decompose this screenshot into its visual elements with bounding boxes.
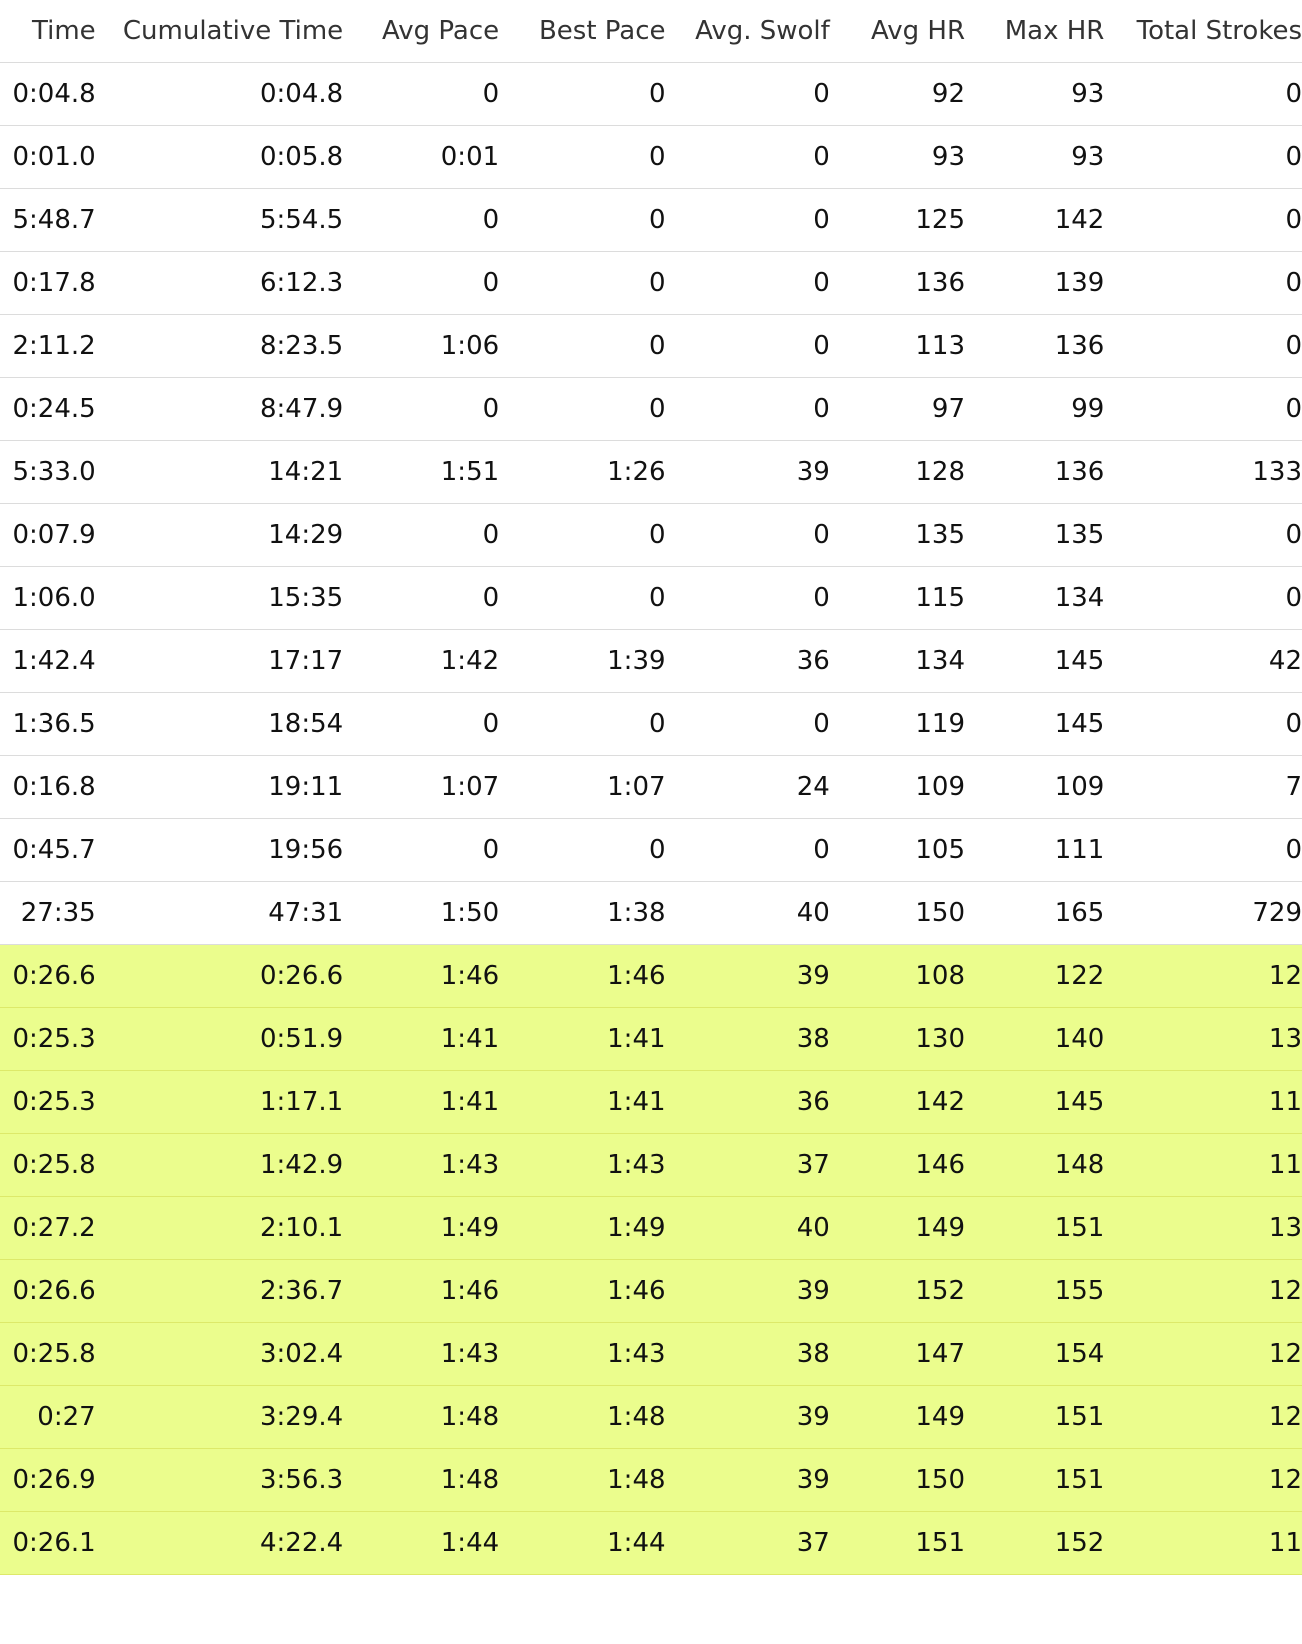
cell-avg-swolf: 0 xyxy=(666,504,830,567)
cell-time: 0:25.3 xyxy=(0,1008,96,1071)
cell-avg-swolf: 0 xyxy=(666,567,830,630)
cell-avg-hr: 150 xyxy=(830,882,965,945)
cell-total-strokes: 0 xyxy=(1104,252,1302,315)
cell-max-hr: 99 xyxy=(965,378,1104,441)
cell-cumulative-time: 1:42.9 xyxy=(96,1134,344,1197)
cell-max-hr: 142 xyxy=(965,189,1104,252)
cell-cumulative-time: 5:54.5 xyxy=(96,189,344,252)
cell-max-hr: 152 xyxy=(965,1512,1104,1575)
cell-avg-swolf: 39 xyxy=(666,1386,830,1449)
cell-time: 0:16.8 xyxy=(0,756,96,819)
cell-avg-pace: 1:48 xyxy=(343,1386,499,1449)
cell-total-strokes: 12 xyxy=(1104,1323,1302,1386)
cell-cumulative-time: 8:47.9 xyxy=(96,378,344,441)
cell-avg-swolf: 0 xyxy=(666,819,830,882)
table-row[interactable] xyxy=(0,315,1302,378)
cell-best-pace: 1:43 xyxy=(499,1323,665,1386)
cell-time: 0:17.8 xyxy=(0,252,96,315)
cell-avg-swolf: 39 xyxy=(666,441,830,504)
cell-cumulative-time: 3:56.3 xyxy=(96,1449,344,1512)
cell-total-strokes: 729 xyxy=(1104,882,1302,945)
cell-max-hr: 93 xyxy=(965,63,1104,126)
cell-avg-hr: 134 xyxy=(830,630,965,693)
table-row[interactable] xyxy=(0,882,1302,945)
table-row[interactable] xyxy=(0,1008,1302,1071)
cell-best-pace: 0 xyxy=(499,504,665,567)
table-row[interactable] xyxy=(0,693,1302,756)
cell-time: 0:27.2 xyxy=(0,1197,96,1260)
cell-avg-hr: 149 xyxy=(830,1197,965,1260)
cell-avg-swolf: 37 xyxy=(666,1134,830,1197)
table-row[interactable] xyxy=(0,1197,1302,1260)
table-row[interactable] xyxy=(0,1071,1302,1134)
cell-time: 0:26.6 xyxy=(0,945,96,1008)
column-header-avg-hr[interactable]: Avg HR xyxy=(830,0,965,63)
cell-time: 0:07.9 xyxy=(0,504,96,567)
cell-max-hr: 151 xyxy=(965,1386,1104,1449)
table-row[interactable] xyxy=(0,945,1302,1008)
column-header-cumulative-time[interactable]: Cumulative Time xyxy=(96,0,344,63)
cell-avg-swolf: 0 xyxy=(666,252,830,315)
cell-avg-swolf: 36 xyxy=(666,1071,830,1134)
cell-total-strokes: 0 xyxy=(1104,567,1302,630)
cell-avg-swolf: 0 xyxy=(666,315,830,378)
cell-time: 0:25.8 xyxy=(0,1134,96,1197)
cell-time: 0:01.0 xyxy=(0,126,96,189)
cell-avg-hr: 151 xyxy=(830,1512,965,1575)
cell-total-strokes: 13 xyxy=(1104,1008,1302,1071)
cell-total-strokes: 0 xyxy=(1104,315,1302,378)
cell-max-hr: 93 xyxy=(965,126,1104,189)
table-row[interactable] xyxy=(0,630,1302,693)
cell-best-pace: 0 xyxy=(499,63,665,126)
cell-time: 0:26.9 xyxy=(0,1449,96,1512)
cell-total-strokes: 133 xyxy=(1104,441,1302,504)
table-row[interactable] xyxy=(0,189,1302,252)
cell-cumulative-time: 47:31 xyxy=(96,882,344,945)
cell-avg-hr: 113 xyxy=(830,315,965,378)
cell-avg-swolf: 38 xyxy=(666,1008,830,1071)
table-header xyxy=(0,0,1302,63)
cell-avg-hr: 92 xyxy=(830,63,965,126)
cell-total-strokes: 12 xyxy=(1104,945,1302,1008)
cell-avg-swolf: 36 xyxy=(666,630,830,693)
cell-best-pace: 0 xyxy=(499,315,665,378)
column-header-best-pace[interactable]: Best Pace xyxy=(499,0,665,63)
cell-time: 27:35 xyxy=(0,882,96,945)
cell-avg-pace: 1:49 xyxy=(343,1197,499,1260)
column-header-max-hr[interactable]: Max HR xyxy=(965,0,1104,63)
cell-avg-pace: 0 xyxy=(343,378,499,441)
cell-avg-swolf: 39 xyxy=(666,1260,830,1323)
cell-cumulative-time: 2:36.7 xyxy=(96,1260,344,1323)
cell-cumulative-time: 14:29 xyxy=(96,504,344,567)
cell-avg-pace: 0 xyxy=(343,63,499,126)
table-row[interactable] xyxy=(0,126,1302,189)
cell-avg-hr: 128 xyxy=(830,441,965,504)
cell-avg-pace: 1:46 xyxy=(343,1260,499,1323)
cell-cumulative-time: 0:04.8 xyxy=(96,63,344,126)
cell-best-pace: 1:46 xyxy=(499,1260,665,1323)
cell-avg-pace: 0 xyxy=(343,189,499,252)
cell-cumulative-time: 2:10.1 xyxy=(96,1197,344,1260)
table-row[interactable] xyxy=(0,1323,1302,1386)
cell-max-hr: 145 xyxy=(965,693,1104,756)
cell-total-strokes: 0 xyxy=(1104,126,1302,189)
table-row[interactable] xyxy=(0,1386,1302,1449)
cell-total-strokes: 11 xyxy=(1104,1071,1302,1134)
cell-avg-pace: 1:44 xyxy=(343,1512,499,1575)
cell-max-hr: 109 xyxy=(965,756,1104,819)
cell-best-pace: 0 xyxy=(499,126,665,189)
cell-best-pace: 1:46 xyxy=(499,945,665,1008)
cell-best-pace: 1:43 xyxy=(499,1134,665,1197)
cell-cumulative-time: 3:29.4 xyxy=(96,1386,344,1449)
cell-max-hr: 134 xyxy=(965,567,1104,630)
cell-avg-hr: 125 xyxy=(830,189,965,252)
cell-best-pace: 1:41 xyxy=(499,1071,665,1134)
cell-time: 0:24.5 xyxy=(0,378,96,441)
column-header-avg-swolf[interactable]: Avg. Swolf xyxy=(666,0,830,63)
cell-cumulative-time: 18:54 xyxy=(96,693,344,756)
cell-cumulative-time: 3:02.4 xyxy=(96,1323,344,1386)
cell-best-pace: 0 xyxy=(499,693,665,756)
cell-cumulative-time: 0:05.8 xyxy=(96,126,344,189)
cell-total-strokes: 11 xyxy=(1104,1134,1302,1197)
cell-avg-swolf: 0 xyxy=(666,126,830,189)
cell-avg-swolf: 24 xyxy=(666,756,830,819)
cell-avg-swolf: 37 xyxy=(666,1512,830,1575)
cell-best-pace: 0 xyxy=(499,567,665,630)
cell-avg-hr: 115 xyxy=(830,567,965,630)
table-row[interactable] xyxy=(0,1512,1302,1575)
cell-time: 2:11.2 xyxy=(0,315,96,378)
cell-max-hr: 151 xyxy=(965,1449,1104,1512)
cell-total-strokes: 0 xyxy=(1104,189,1302,252)
cell-avg-hr: 146 xyxy=(830,1134,965,1197)
cell-avg-pace: 1:41 xyxy=(343,1008,499,1071)
cell-best-pace: 0 xyxy=(499,378,665,441)
table-row[interactable] xyxy=(0,441,1302,504)
cell-avg-hr: 130 xyxy=(830,1008,965,1071)
cell-avg-hr: 149 xyxy=(830,1386,965,1449)
cell-best-pace: 0 xyxy=(499,189,665,252)
cell-avg-pace: 1:51 xyxy=(343,441,499,504)
cell-max-hr: 145 xyxy=(965,630,1104,693)
cell-time: 0:26.6 xyxy=(0,1260,96,1323)
cell-time: 1:42.4 xyxy=(0,630,96,693)
cell-time: 1:06.0 xyxy=(0,567,96,630)
cell-max-hr: 155 xyxy=(965,1260,1104,1323)
cell-total-strokes: 0 xyxy=(1104,63,1302,126)
cell-time: 0:27 xyxy=(0,1386,96,1449)
cell-avg-pace: 1:07 xyxy=(343,756,499,819)
cell-max-hr: 136 xyxy=(965,441,1104,504)
cell-cumulative-time: 0:51.9 xyxy=(96,1008,344,1071)
cell-avg-hr: 105 xyxy=(830,819,965,882)
cell-total-strokes: 12 xyxy=(1104,1449,1302,1512)
cell-avg-hr: 150 xyxy=(830,1449,965,1512)
cell-avg-hr: 135 xyxy=(830,504,965,567)
cell-avg-hr: 147 xyxy=(830,1323,965,1386)
table-row[interactable] xyxy=(0,567,1302,630)
cell-avg-swolf: 0 xyxy=(666,693,830,756)
cell-max-hr: 154 xyxy=(965,1323,1104,1386)
cell-total-strokes: 0 xyxy=(1104,504,1302,567)
cell-avg-swolf: 0 xyxy=(666,378,830,441)
table-row[interactable] xyxy=(0,1260,1302,1323)
cell-best-pace: 0 xyxy=(499,252,665,315)
cell-best-pace: 1:38 xyxy=(499,882,665,945)
cell-cumulative-time: 4:22.4 xyxy=(96,1512,344,1575)
cell-avg-pace: 0 xyxy=(343,693,499,756)
cell-cumulative-time: 15:35 xyxy=(96,567,344,630)
cell-avg-hr: 142 xyxy=(830,1071,965,1134)
cell-max-hr: 140 xyxy=(965,1008,1104,1071)
cell-avg-pace: 0 xyxy=(343,504,499,567)
cell-max-hr: 151 xyxy=(965,1197,1104,1260)
table-row[interactable] xyxy=(0,504,1302,567)
cell-avg-pace: 0 xyxy=(343,252,499,315)
cell-total-strokes: 0 xyxy=(1104,693,1302,756)
cell-avg-swolf: 40 xyxy=(666,882,830,945)
cell-cumulative-time: 1:17.1 xyxy=(96,1071,344,1134)
cell-avg-hr: 93 xyxy=(830,126,965,189)
cell-avg-pace: 0:01 xyxy=(343,126,499,189)
cell-cumulative-time: 19:11 xyxy=(96,756,344,819)
column-header-time[interactable]: Time xyxy=(0,0,96,63)
table-row[interactable] xyxy=(0,1449,1302,1512)
cell-max-hr: 136 xyxy=(965,315,1104,378)
cell-avg-swolf: 0 xyxy=(666,63,830,126)
cell-time: 0:45.7 xyxy=(0,819,96,882)
cell-avg-swolf: 0 xyxy=(666,189,830,252)
cell-max-hr: 148 xyxy=(965,1134,1104,1197)
cell-best-pace: 1:48 xyxy=(499,1386,665,1449)
cell-time: 5:33.0 xyxy=(0,441,96,504)
cell-time: 1:36.5 xyxy=(0,693,96,756)
table-row[interactable] xyxy=(0,819,1302,882)
cell-max-hr: 145 xyxy=(965,1071,1104,1134)
cell-best-pace: 1:48 xyxy=(499,1449,665,1512)
table-row[interactable] xyxy=(0,756,1302,819)
cell-total-strokes: 42 xyxy=(1104,630,1302,693)
cell-total-strokes: 7 xyxy=(1104,756,1302,819)
cell-time: 0:04.8 xyxy=(0,63,96,126)
cell-total-strokes: 12 xyxy=(1104,1386,1302,1449)
header-row xyxy=(0,0,1302,63)
table-row[interactable] xyxy=(0,378,1302,441)
cell-avg-swolf: 39 xyxy=(666,1449,830,1512)
cell-avg-hr: 108 xyxy=(830,945,965,1008)
cell-best-pace: 0 xyxy=(499,819,665,882)
cell-cumulative-time: 17:17 xyxy=(96,630,344,693)
cell-time: 0:25.3 xyxy=(0,1071,96,1134)
cell-avg-hr: 109 xyxy=(830,756,965,819)
cell-cumulative-time: 6:12.3 xyxy=(96,252,344,315)
column-header-total-strokes[interactable]: Total Strokes xyxy=(1104,0,1302,63)
cell-max-hr: 135 xyxy=(965,504,1104,567)
cell-time: 5:48.7 xyxy=(0,189,96,252)
cell-avg-pace: 1:43 xyxy=(343,1323,499,1386)
cell-best-pace: 1:49 xyxy=(499,1197,665,1260)
cell-max-hr: 122 xyxy=(965,945,1104,1008)
cell-best-pace: 1:41 xyxy=(499,1008,665,1071)
cell-cumulative-time: 8:23.5 xyxy=(96,315,344,378)
cell-avg-swolf: 40 xyxy=(666,1197,830,1260)
cell-best-pace: 1:07 xyxy=(499,756,665,819)
cell-cumulative-time: 0:26.6 xyxy=(96,945,344,1008)
cell-avg-pace: 1:48 xyxy=(343,1449,499,1512)
cell-total-strokes: 12 xyxy=(1104,1260,1302,1323)
cell-best-pace: 1:26 xyxy=(499,441,665,504)
cell-cumulative-time: 14:21 xyxy=(96,441,344,504)
cell-max-hr: 165 xyxy=(965,882,1104,945)
cell-cumulative-time: 19:56 xyxy=(96,819,344,882)
table-body xyxy=(0,63,1302,1575)
cell-avg-hr: 152 xyxy=(830,1260,965,1323)
table-row[interactable] xyxy=(0,252,1302,315)
cell-total-strokes: 0 xyxy=(1104,378,1302,441)
cell-total-strokes: 13 xyxy=(1104,1197,1302,1260)
cell-avg-swolf: 39 xyxy=(666,945,830,1008)
cell-total-strokes: 11 xyxy=(1104,1512,1302,1575)
cell-time: 0:25.8 xyxy=(0,1323,96,1386)
cell-best-pace: 1:39 xyxy=(499,630,665,693)
cell-avg-pace: 1:42 xyxy=(343,630,499,693)
cell-avg-pace: 0 xyxy=(343,567,499,630)
column-header-avg-pace[interactable]: Avg Pace xyxy=(343,0,499,63)
cell-time: 0:26.1 xyxy=(0,1512,96,1575)
cell-avg-hr: 136 xyxy=(830,252,965,315)
cell-max-hr: 139 xyxy=(965,252,1104,315)
cell-best-pace: 1:44 xyxy=(499,1512,665,1575)
cell-avg-pace: 1:50 xyxy=(343,882,499,945)
table-row[interactable] xyxy=(0,63,1302,126)
cell-avg-pace: 1:43 xyxy=(343,1134,499,1197)
cell-avg-pace: 1:41 xyxy=(343,1071,499,1134)
cell-avg-pace: 1:46 xyxy=(343,945,499,1008)
cell-total-strokes: 0 xyxy=(1104,819,1302,882)
cell-max-hr: 111 xyxy=(965,819,1104,882)
cell-avg-hr: 97 xyxy=(830,378,965,441)
cell-avg-hr: 119 xyxy=(830,693,965,756)
table-row[interactable] xyxy=(0,1134,1302,1197)
cell-avg-pace: 0 xyxy=(343,819,499,882)
cell-avg-pace: 1:06 xyxy=(343,315,499,378)
cell-avg-swolf: 38 xyxy=(666,1323,830,1386)
